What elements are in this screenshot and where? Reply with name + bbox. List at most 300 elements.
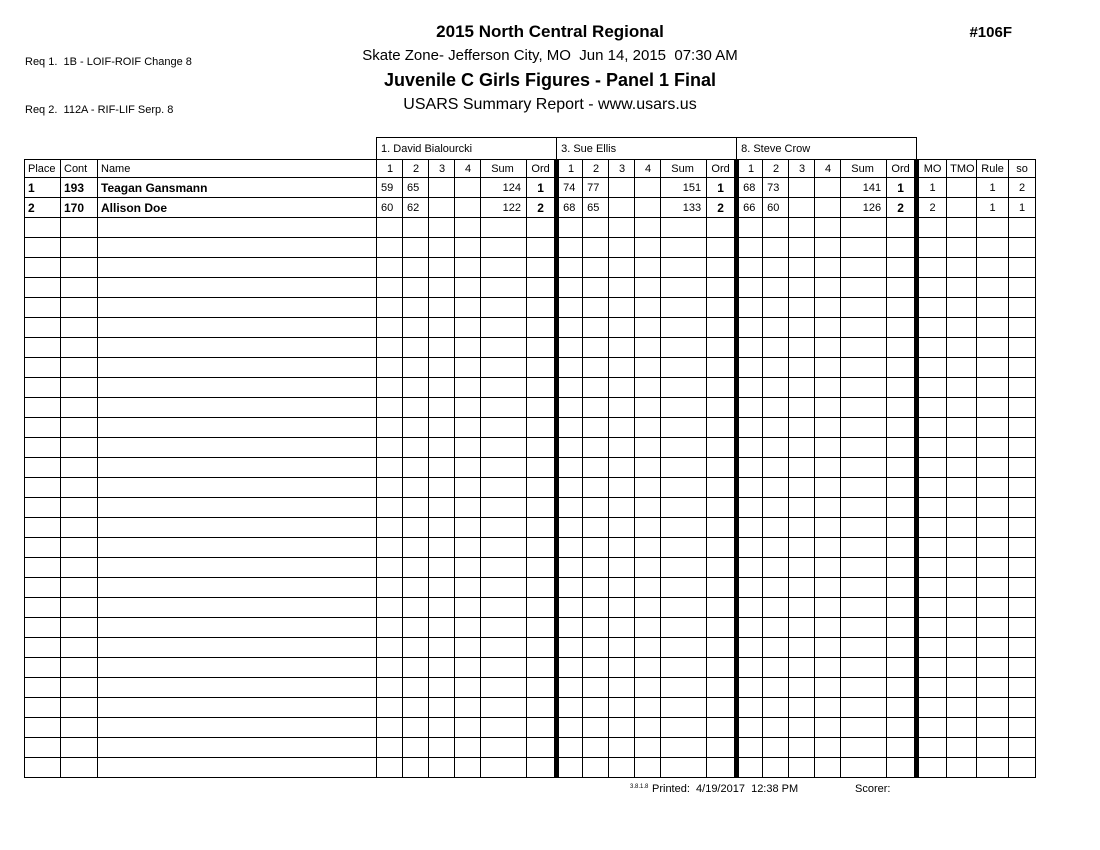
empty-cell [635, 378, 661, 398]
empty-cell [527, 398, 557, 418]
empty-cell [557, 578, 583, 598]
empty-cell [737, 378, 763, 398]
empty-cell [841, 258, 887, 278]
empty-cell [841, 458, 887, 478]
empty-cell [455, 378, 481, 398]
empty-cell [815, 598, 841, 618]
empty-cell [455, 278, 481, 298]
empty-cell [661, 678, 707, 698]
empty-cell [737, 398, 763, 418]
empty-cell [661, 258, 707, 278]
empty-cell [947, 338, 977, 358]
empty-cell [377, 618, 403, 638]
empty-cell [98, 738, 377, 758]
empty-cell [25, 238, 61, 258]
try-header: 4 [455, 160, 481, 178]
empty-cell [455, 218, 481, 238]
empty-cell [737, 218, 763, 238]
empty-cell [377, 498, 403, 518]
empty-cell [377, 758, 403, 778]
ord-cell: 2 [707, 198, 737, 218]
score-cell [815, 198, 841, 218]
empty-cell [377, 558, 403, 578]
empty-cell [763, 618, 789, 638]
empty-cell [947, 658, 977, 678]
empty-cell [789, 478, 815, 498]
empty-cell [403, 298, 429, 318]
empty-cell [887, 278, 917, 298]
empty-row [25, 638, 1036, 658]
empty-cell [455, 498, 481, 518]
empty-cell [481, 658, 527, 678]
empty-cell [635, 498, 661, 518]
empty-cell [887, 238, 917, 258]
empty-cell [763, 478, 789, 498]
empty-cell [429, 618, 455, 638]
empty-cell [557, 398, 583, 418]
empty-cell [763, 458, 789, 478]
empty-cell [527, 438, 557, 458]
empty-cell [917, 338, 947, 358]
try-header: 2 [583, 160, 609, 178]
empty-cell [25, 678, 61, 698]
empty-cell [377, 378, 403, 398]
empty-cell [917, 698, 947, 718]
empty-cell [1009, 698, 1036, 718]
empty-cell [25, 398, 61, 418]
empty-cell [815, 238, 841, 258]
empty-cell [977, 658, 1009, 678]
empty-cell [1009, 238, 1036, 258]
score-cell [789, 178, 815, 198]
empty-cell [887, 498, 917, 518]
empty-cell [403, 438, 429, 458]
empty-cell [403, 218, 429, 238]
empty-cell [61, 298, 98, 318]
empty-cell [609, 258, 635, 278]
empty-cell [789, 378, 815, 398]
empty-cell [455, 618, 481, 638]
empty-cell [815, 338, 841, 358]
empty-cell [789, 458, 815, 478]
empty-cell [61, 718, 98, 738]
empty-cell [583, 678, 609, 698]
empty-cell [763, 718, 789, 738]
empty-cell [1009, 678, 1036, 698]
empty-cell [527, 318, 557, 338]
empty-cell [455, 578, 481, 598]
empty-cell [583, 458, 609, 478]
empty-cell [557, 478, 583, 498]
empty-cell [583, 318, 609, 338]
empty-cell [707, 418, 737, 438]
empty-cell [887, 458, 917, 478]
empty-cell [429, 538, 455, 558]
sum-cell: 133 [661, 198, 707, 218]
empty-cell [557, 238, 583, 258]
empty-cell [377, 478, 403, 498]
empty-cell [635, 218, 661, 238]
empty-cell [661, 738, 707, 758]
judge-name-box: 8. Steve Crow [737, 138, 917, 160]
empty-row [25, 598, 1036, 618]
empty-cell [481, 338, 527, 358]
spacer-cell [25, 138, 377, 160]
empty-cell [887, 378, 917, 398]
empty-cell [527, 518, 557, 538]
empty-cell [429, 718, 455, 738]
empty-cell [737, 658, 763, 678]
empty-cell [841, 338, 887, 358]
sum-header: Sum [661, 160, 707, 178]
empty-cell [481, 318, 527, 338]
empty-cell [61, 338, 98, 358]
empty-cell [917, 678, 947, 698]
empty-cell [841, 438, 887, 458]
empty-cell [887, 618, 917, 638]
empty-cell [947, 518, 977, 538]
cont-cell: 170 [61, 198, 98, 218]
empty-cell [557, 218, 583, 238]
empty-cell [661, 758, 707, 778]
judge-name-box: 1. David Bialourcki [377, 138, 557, 160]
empty-cell [583, 358, 609, 378]
empty-cell [429, 318, 455, 338]
empty-cell [527, 658, 557, 678]
empty-cell [917, 238, 947, 258]
empty-cell [841, 758, 887, 778]
empty-cell [635, 538, 661, 558]
empty-cell [707, 498, 737, 518]
empty-cell [527, 458, 557, 478]
empty-cell [455, 298, 481, 318]
empty-cell [527, 618, 557, 638]
empty-cell [661, 278, 707, 298]
empty-cell [737, 478, 763, 498]
empty-row [25, 258, 1036, 278]
empty-cell [98, 638, 377, 658]
empty-cell [429, 598, 455, 618]
empty-cell [635, 638, 661, 658]
ord-cell: 1 [527, 178, 557, 198]
score-cell: 65 [583, 198, 609, 218]
empty-cell [977, 618, 1009, 638]
empty-cell [841, 558, 887, 578]
empty-cell [25, 498, 61, 518]
empty-cell [707, 558, 737, 578]
empty-cell [947, 578, 977, 598]
empty-cell [947, 618, 977, 638]
empty-cell [841, 238, 887, 258]
empty-cell [815, 638, 841, 658]
table-row [25, 198, 1036, 218]
so-cell: 2 [1009, 178, 1036, 198]
empty-cell [609, 618, 635, 638]
judge-name-box: 3. Sue Ellis [557, 138, 737, 160]
score-cell: 60 [377, 198, 403, 218]
empty-cell [841, 218, 887, 238]
score-cell: 59 [377, 178, 403, 198]
empty-cell [707, 278, 737, 298]
empty-cell [763, 538, 789, 558]
empty-cell [917, 578, 947, 598]
empty-cell [977, 378, 1009, 398]
empty-cell [98, 678, 377, 698]
score-cell: 62 [403, 198, 429, 218]
empty-cell [557, 518, 583, 538]
score-cell [455, 198, 481, 218]
empty-cell [583, 278, 609, 298]
empty-cell [429, 258, 455, 278]
score-cell: 73 [763, 178, 789, 198]
empty-cell [377, 658, 403, 678]
empty-cell [583, 298, 609, 318]
empty-cell [917, 218, 947, 238]
empty-cell [25, 558, 61, 578]
empty-cell [25, 478, 61, 498]
empty-cell [887, 678, 917, 698]
empty-cell [609, 358, 635, 378]
empty-cell [737, 538, 763, 558]
empty-cell [707, 578, 737, 598]
empty-cell [661, 378, 707, 398]
empty-cell [789, 518, 815, 538]
empty-cell [429, 658, 455, 678]
empty-cell [841, 278, 887, 298]
empty-cell [527, 238, 557, 258]
empty-cell [429, 698, 455, 718]
empty-cell [635, 418, 661, 438]
empty-cell [455, 738, 481, 758]
empty-cell [609, 378, 635, 398]
empty-cell [481, 418, 527, 438]
empty-cell [977, 298, 1009, 318]
empty-cell [789, 638, 815, 658]
empty-cell [1009, 718, 1036, 738]
empty-cell [947, 318, 977, 338]
empty-row [25, 438, 1036, 458]
empty-cell [377, 598, 403, 618]
place-cell: 1 [25, 178, 61, 198]
empty-cell [481, 218, 527, 238]
empty-cell [609, 478, 635, 498]
empty-cell [377, 298, 403, 318]
empty-cell [609, 458, 635, 478]
empty-cell [429, 458, 455, 478]
empty-cell [947, 278, 977, 298]
empty-cell [977, 598, 1009, 618]
empty-cell [377, 238, 403, 258]
try-header: 2 [403, 160, 429, 178]
empty-cell [737, 238, 763, 258]
empty-cell [635, 358, 661, 378]
empty-cell [1009, 398, 1036, 418]
empty-cell [737, 698, 763, 718]
empty-cell [98, 698, 377, 718]
empty-cell [481, 278, 527, 298]
empty-cell [61, 258, 98, 278]
empty-cell [455, 358, 481, 378]
empty-cell [609, 218, 635, 238]
empty-cell [737, 518, 763, 538]
empty-cell [815, 738, 841, 758]
empty-cell [763, 518, 789, 538]
empty-cell [661, 478, 707, 498]
empty-cell [635, 458, 661, 478]
empty-cell [98, 278, 377, 298]
empty-row [25, 298, 1036, 318]
empty-cell [609, 758, 635, 778]
empty-cell [377, 418, 403, 438]
empty-cell [481, 358, 527, 378]
name-cell: Teagan Gansmann [98, 178, 377, 198]
empty-cell [635, 278, 661, 298]
empty-cell [481, 598, 527, 618]
empty-cell [557, 418, 583, 438]
empty-cell [763, 418, 789, 438]
empty-cell [557, 318, 583, 338]
empty-cell [481, 458, 527, 478]
empty-cell [583, 338, 609, 358]
empty-cell [583, 758, 609, 778]
empty-cell [377, 438, 403, 458]
empty-cell [481, 638, 527, 658]
empty-cell [61, 678, 98, 698]
empty-cell [609, 678, 635, 698]
empty-cell [815, 498, 841, 518]
empty-cell [763, 598, 789, 618]
empty-cell [25, 258, 61, 278]
empty-cell [635, 558, 661, 578]
empty-cell [1009, 258, 1036, 278]
empty-cell [61, 598, 98, 618]
empty-cell [61, 758, 98, 778]
empty-row [25, 678, 1036, 698]
empty-cell [917, 718, 947, 738]
empty-row [25, 618, 1036, 638]
empty-cell [403, 358, 429, 378]
empty-cell [917, 618, 947, 638]
empty-cell [455, 678, 481, 698]
empty-cell [481, 718, 527, 738]
summary-table [24, 137, 1036, 778]
empty-cell [583, 718, 609, 738]
tmo-cell [947, 198, 977, 218]
empty-cell [707, 698, 737, 718]
empty-cell [707, 298, 737, 318]
empty-cell [977, 738, 1009, 758]
empty-cell [455, 478, 481, 498]
empty-cell [25, 718, 61, 738]
empty-cell [609, 278, 635, 298]
empty-cell [977, 318, 1009, 338]
rule-cell: 1 [977, 178, 1009, 198]
empty-cell [815, 618, 841, 638]
empty-cell [98, 358, 377, 378]
empty-row [25, 558, 1036, 578]
empty-cell [583, 618, 609, 638]
empty-cell [61, 738, 98, 758]
empty-cell [583, 538, 609, 558]
empty-cell [947, 458, 977, 478]
empty-cell [789, 618, 815, 638]
empty-cell [789, 658, 815, 678]
empty-cell [763, 578, 789, 598]
empty-cell [609, 738, 635, 758]
empty-cell [815, 698, 841, 718]
try-header: 3 [609, 160, 635, 178]
name-cell: Allison Doe [98, 198, 377, 218]
empty-cell [737, 498, 763, 518]
empty-cell [707, 738, 737, 758]
empty-cell [763, 678, 789, 698]
empty-cell [377, 218, 403, 238]
empty-cell [609, 338, 635, 358]
score-cell [429, 178, 455, 198]
empty-cell [25, 578, 61, 598]
empty-cell [377, 258, 403, 278]
empty-cell [557, 678, 583, 698]
empty-cell [557, 378, 583, 398]
empty-cell [917, 298, 947, 318]
empty-cell [815, 438, 841, 458]
empty-cell [841, 498, 887, 518]
empty-cell [377, 538, 403, 558]
empty-cell [481, 558, 527, 578]
empty-cell [481, 738, 527, 758]
empty-cell [887, 598, 917, 618]
mo-cell: 1 [917, 178, 947, 198]
empty-cell [455, 698, 481, 718]
empty-cell [527, 578, 557, 598]
try-header: 1 [737, 160, 763, 178]
empty-cell [887, 318, 917, 338]
empty-cell [763, 558, 789, 578]
empty-cell [977, 338, 1009, 358]
empty-cell [1009, 318, 1036, 338]
empty-cell [403, 258, 429, 278]
empty-cell [707, 478, 737, 498]
empty-cell [557, 258, 583, 278]
empty-cell [917, 418, 947, 438]
empty-cell [947, 558, 977, 578]
empty-cell [661, 698, 707, 718]
empty-cell [737, 358, 763, 378]
mo-cell: 2 [917, 198, 947, 218]
try-header: 1 [557, 160, 583, 178]
empty-cell [25, 458, 61, 478]
empty-cell [887, 258, 917, 278]
empty-cell [737, 458, 763, 478]
empty-cell [815, 298, 841, 318]
empty-cell [661, 638, 707, 658]
empty-cell [763, 358, 789, 378]
empty-cell [1009, 278, 1036, 298]
empty-row [25, 378, 1036, 398]
empty-cell [98, 418, 377, 438]
empty-cell [947, 438, 977, 458]
empty-cell [947, 498, 977, 518]
empty-cell [737, 338, 763, 358]
empty-cell [455, 438, 481, 458]
empty-cell [429, 218, 455, 238]
empty-cell [25, 338, 61, 358]
empty-cell [737, 678, 763, 698]
empty-cell [527, 358, 557, 378]
sum-header: Sum [841, 160, 887, 178]
empty-cell [737, 558, 763, 578]
empty-cell [1009, 478, 1036, 498]
